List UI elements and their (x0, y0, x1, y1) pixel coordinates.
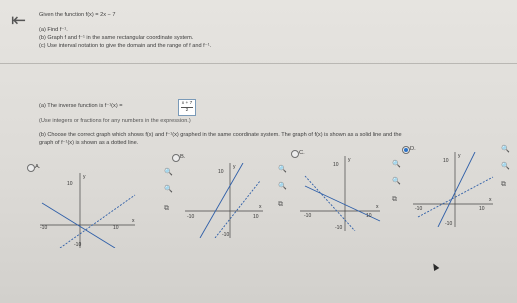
zoom-out-icon[interactable]: 🔍 (278, 183, 287, 190)
zoom-in-icon[interactable]: 🔍 (501, 146, 510, 153)
mouse-cursor-icon (431, 262, 440, 271)
option-a-y-tick-neg10: -10 (74, 242, 82, 248)
answer-numerator: x + 7 (181, 101, 193, 106)
option-b-dotted-line (215, 181, 260, 238)
option-d-label: D. (410, 146, 416, 152)
inverse-answer-field[interactable] (178, 99, 196, 116)
option-b-y-tick-neg10: -10 (222, 232, 230, 238)
option-c-radio[interactable] (291, 150, 299, 158)
zoom-out-icon[interactable]: 🔍 (392, 178, 401, 185)
zoom-out-icon[interactable]: 🔍 (164, 186, 173, 193)
option-a-x-tick-10: 10 (113, 225, 119, 231)
option-d-radio[interactable] (402, 146, 410, 154)
part-b-prompt: (b) Graph f and f⁻¹ in the same rectangular coordinate system. (39, 35, 194, 41)
option-b-graph (185, 163, 265, 238)
option-b-x-tick-10: 10 (253, 214, 259, 220)
zoom-out-icon[interactable]: 🔍 (501, 163, 510, 170)
answer-denominator: 2 (185, 108, 189, 113)
option-d-y-tick-10: 10 (443, 158, 449, 164)
option-d-x-label: x (489, 197, 492, 203)
zoom-in-icon[interactable]: 🔍 (392, 161, 401, 168)
open-new-window-icon[interactable]: ⧉ (501, 181, 506, 188)
option-b-x-label: x (259, 204, 262, 210)
part-b-question-line1: (b) Choose the correct graph which shows f(x) and f⁻¹(x) graphed in the same coordinate system. The graph of f(x) is shown as a solid line and the (39, 132, 402, 138)
open-new-window-icon[interactable]: ⧉ (278, 201, 283, 208)
option-b-label: B. (180, 154, 186, 160)
option-c-y-tick-10: 10 (333, 162, 339, 168)
option-d-y-tick-neg10: -10 (445, 221, 453, 227)
option-b-radio[interactable] (172, 154, 180, 162)
option-a-y-tick-10: 10 (67, 181, 73, 187)
option-c-y-tick-neg10: -10 (335, 225, 343, 231)
open-new-window-icon[interactable]: ⧉ (392, 196, 397, 203)
given-function-text: Given the function f(x) = 2x − 7 (39, 12, 116, 18)
open-new-window-icon[interactable]: ⧉ (164, 205, 169, 212)
part-a-prompt: (a) Find f⁻¹. (39, 27, 68, 33)
option-a-label: A. (35, 164, 41, 170)
option-d-x-tick-10: 10 (479, 206, 485, 212)
option-a-x-label: x (132, 218, 135, 224)
option-a-y-label: y (83, 174, 86, 180)
option-d-y-label: y (458, 153, 461, 159)
option-a-x-tick-neg10: -10 (40, 225, 48, 231)
option-d-graph (413, 152, 495, 227)
option-c-label: C. (299, 150, 305, 156)
option-b-y-label: y (233, 164, 236, 170)
option-a-graph (40, 173, 140, 248)
option-c-graph (300, 156, 382, 231)
inverse-function-prompt: (a) The inverse function is f⁻¹(x) = (39, 103, 123, 109)
option-c-dotted-line (305, 176, 355, 231)
option-b-x-tick-neg10: -10 (187, 214, 195, 220)
zoom-in-icon[interactable]: 🔍 (164, 169, 173, 176)
answer-hint: (Use integers or fractions for any numbers in the expression.) (39, 118, 191, 124)
divider (0, 63, 517, 64)
part-c-prompt: (c) Use interval notation to give the domain and the range of f and f⁻¹. (39, 43, 212, 49)
option-d-x-tick-neg10: -10 (415, 206, 423, 212)
option-c-x-tick-10: 10 (366, 213, 372, 219)
part-b-question-line2: graph of f⁻¹(x) is shown as a dotted line. (39, 140, 139, 146)
back-arrow-icon[interactable]: ⇤ (11, 10, 27, 30)
option-c-x-label: x (376, 204, 379, 210)
option-b-y-tick-10: 10 (218, 169, 224, 175)
option-c-x-tick-neg10: -10 (304, 213, 312, 219)
option-a-radio[interactable] (27, 164, 35, 172)
zoom-in-icon[interactable]: 🔍 (278, 166, 287, 173)
option-c-y-label: y (348, 157, 351, 163)
